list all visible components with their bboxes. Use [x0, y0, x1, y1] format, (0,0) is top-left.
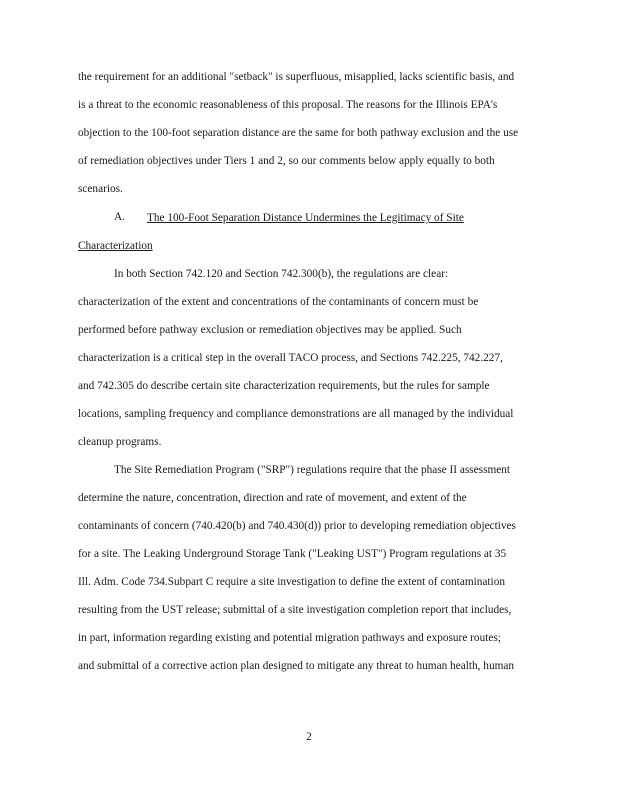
paragraph-1-line-1: the requirement for an additional "setback" is superfluous, misapplied, lacks scientific basis, and: [78, 71, 515, 83]
paragraph-3-line-2: determine the nature, concentration, direction and rate of movement, and extent of the: [78, 492, 467, 504]
paragraph-2-line-4: characterization is a critical step in the overall TACO process, and Sections 742.225, 742.227,: [78, 352, 503, 364]
page-number: 2: [306, 731, 312, 743]
paragraph-2-line-6: locations, sampling frequency and compliance demonstrations are all managed by the individual: [78, 408, 514, 420]
paragraph-2-line-5: and 742.305 do describe certain site characterization requirements, but the rules for sample: [78, 380, 490, 392]
paragraph-3-line-6: resulting from the UST release; submittal of a site investigation completion report that includes,: [78, 604, 512, 616]
paragraph-3-line-5: Ill. Adm. Code 734.Subpart C require a site investigation to define the extent of contamination: [78, 576, 505, 588]
paragraph-3-line-4: for a site. The Leaking Underground Storage Tank ("Leaking UST") Program regulations at 35: [78, 548, 507, 560]
paragraph-3-line-1: The Site Remediation Program ("SRP") regulations require that the phase II assessment: [114, 464, 511, 476]
paragraph-2-line-1: In both Section 742.120 and Section 742.300(b), the regulations are clear:: [114, 268, 449, 280]
paragraph-1-line-5: scenarios.: [78, 183, 123, 195]
paragraph-3-line-7: in part, information regarding existing and potential migration pathways and exposure routes;: [78, 632, 501, 644]
paragraph-2-line-7: cleanup programs.: [78, 436, 162, 448]
section-a-letter: A.: [114, 211, 125, 223]
paragraph-3-line-3: contaminants of concern (740.420(b) and 740.430(d)) prior to developing remediation objectives: [78, 520, 516, 532]
paragraph-2-line-3: performed before pathway exclusion or remediation objectives may be applied. Such: [78, 324, 462, 336]
section-a-title-line-1: The 100-Foot Separation Distance Undermines the Legitimacy of Site: [147, 212, 464, 224]
section-a-title-line-2: Characterization: [78, 240, 153, 252]
paragraph-1-line-3: objection to the 100-foot separation distance are the same for both pathway exclusion and the use: [78, 127, 519, 139]
paragraph-3-line-8: and submittal of a corrective action plan designed to mitigate any threat to human health, human: [78, 660, 515, 672]
paragraph-1-line-4: of remediation objectives under Tiers 1 and 2, so our comments below apply equally to both: [78, 155, 495, 167]
paragraph-2-line-2: characterization of the extent and concentrations of the contaminants of concern must be: [78, 296, 479, 308]
paragraph-1-line-2: is a threat to the economic reasonableness of this proposal. The reasons for the Illinois EPA's: [78, 99, 498, 111]
